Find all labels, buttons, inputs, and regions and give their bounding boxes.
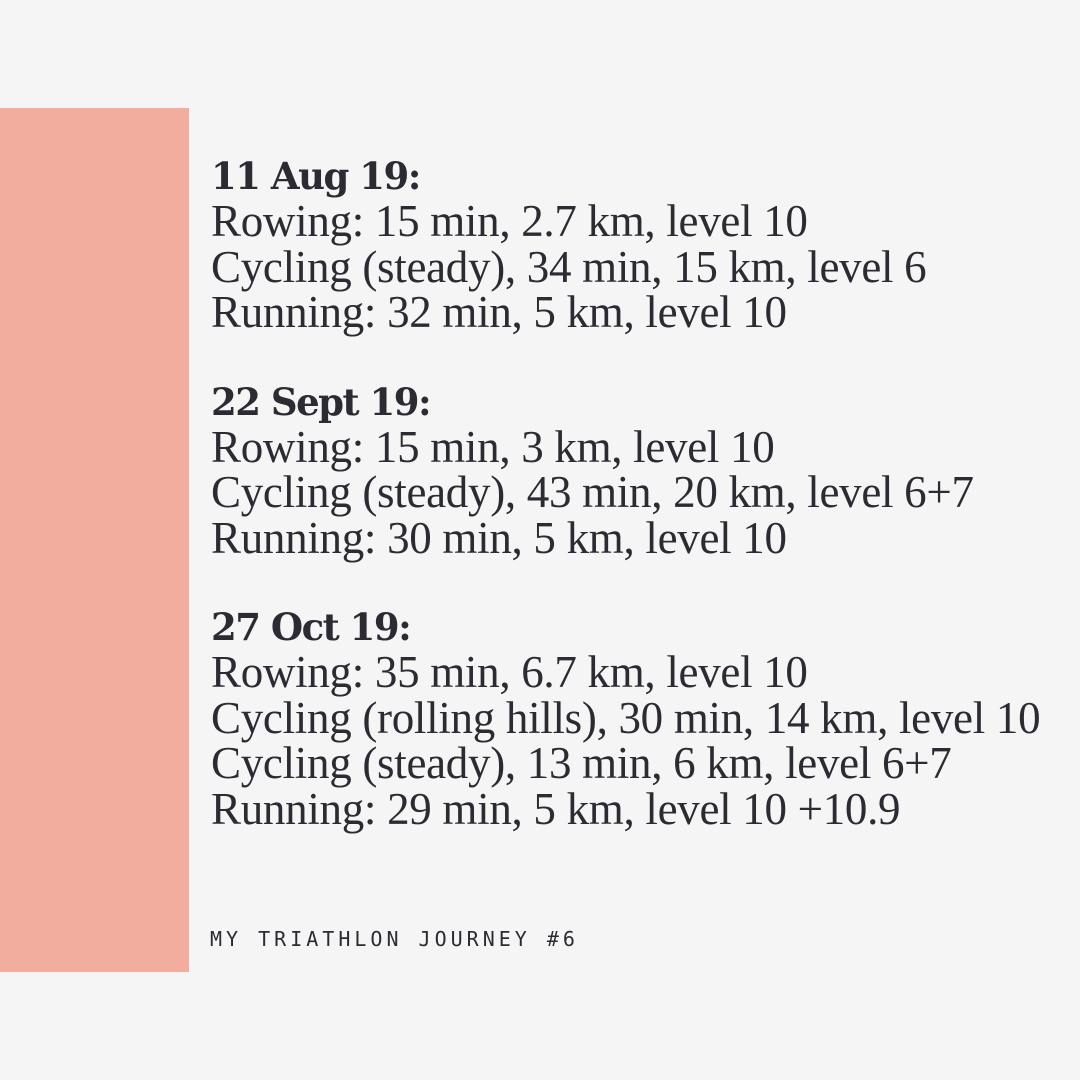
activity-line: Cycling (steady), 43 min, 20 km, level 6+7 — [211, 467, 974, 517]
activity-line: Cycling (steady), 34 min, 15 km, level 6 — [211, 241, 927, 292]
log-entry — [211, 379, 1071, 562]
activity-line: Running: 32 min, 5 km, level 10 — [211, 287, 787, 337]
activity-line: Rowing: 35 min, 6.7 km, level 10 — [211, 647, 808, 697]
entry-date: 11 Aug 19: — [211, 154, 420, 198]
workout-log — [211, 153, 1071, 875]
log-entry — [211, 604, 1071, 832]
log-entry — [211, 153, 1071, 336]
accent-bar — [0, 108, 189, 972]
activity-line: Cycling (rolling hills), 30 min, 14 km, level 10 — [211, 692, 1041, 743]
activity-line: Running: 29 min, 5 km, level 10 +10.9 — [211, 783, 901, 834]
entry-date: 22 Sept 19: — [211, 379, 431, 424]
activity-line: Running: 30 min, 5 km, level 10 — [211, 512, 787, 563]
activity-line: Rowing: 15 min, 2.7 km, level 10 — [211, 196, 808, 246]
series-caption: MY TRIATHLON JOURNEY #6 — [210, 927, 579, 951]
activity-line: Cycling (steady), 13 min, 6 km, level 6+7 — [211, 738, 952, 788]
entry-date: 27 Oct 19: — [211, 605, 411, 649]
activity-line: Rowing: 15 min, 3 km, level 10 — [211, 421, 775, 472]
